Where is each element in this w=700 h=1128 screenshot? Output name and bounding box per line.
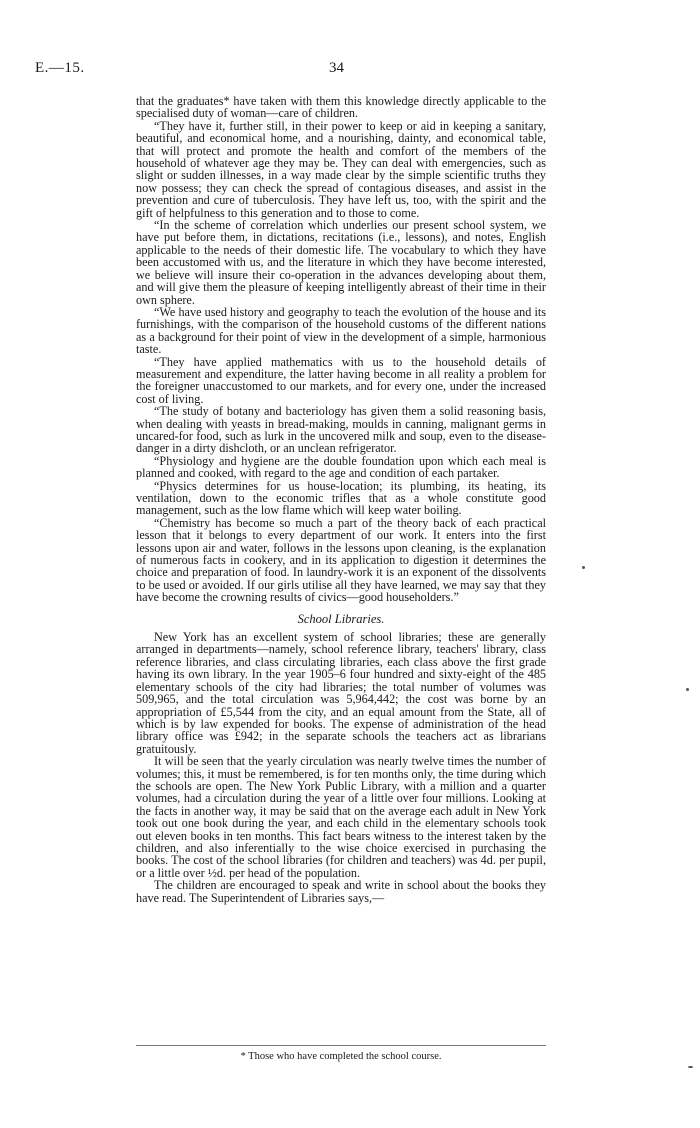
section-heading: School Libraries. <box>297 611 385 626</box>
footnote-divider <box>136 1045 546 1046</box>
footnote: * Those who have completed the school course. <box>240 1051 442 1062</box>
paragraph: “Physiology and hygiene are the double foundation upon which each meal is planned and cooked, with regard to the age and condition of each partaker. <box>136 453 546 481</box>
paragraph: “They have applied mathematics with us to the household details of measurement and expenditure, the latter having become in all reality a problem for the foreigner unaccustomed to our markets, and for every one, under the increased cost of living. <box>136 354 546 406</box>
paragraph: “The study of botany and bacteriology has given them a solid reasoning basis, when dealing with yeasts in bread-making, moulds in canning, malignant germs in uncared-for food, such as lurk in the uncovered milk and soup, even to the disease-danger in a dirty dishcloth, or an unclean refrigerator. <box>136 404 546 456</box>
scan-speck <box>688 1066 693 1068</box>
paragraph: The children are encouraged to speak and write in school about the books they have read. The Superintendent of Libraries says,— <box>136 878 546 905</box>
paragraph: New York has an excellent system of school libraries; these are generally arranged in departments—namely, school reference library, teachers' library, class reference libraries, and class circulating libraries, each class above the first grade having its own library. In the year 1905–6 four hundred and sixty-eight of the 485 elementary schools of the city had libraries; the total number of volumes was 509,965, and the total circulation was 5,964,442; the cost was borne by an appropriation of £5,544 from the city, and an equal amount from the State, all of which is by law expended for books. The expense of administration of the head library office was £942; in the separate schools the teachers act as librarians gratuitously. <box>136 630 546 756</box>
page-number: 34 <box>329 60 344 76</box>
paragraph: “They have it, further still, in their power to keep or aid in keeping a sanitary, beautiful, and economical home, and a nourishing, dainty, and economical table, that will protect and promote the health and comfort of the members of the household of whatever age they may be. They can deal with emergencies, such as slight or sudden illnesses, in a way made clear by the simple scientific truths they now possess; they can check the spread of contagious diseases, and assist in the prevention and cure of tuberculosis. They have left us, too, with the spirit and the gift of helpfulness to this generation and to those to come. <box>136 118 546 220</box>
scan-speck <box>582 566 585 569</box>
paragraph: It will be seen that the yearly circulation was nearly twelve times the number of volumes; this, it must be remembered, is for ten months only, the time during which the schools are open. The New York Public Library, with a million and a quarter volumes, had a circulation during the year of a little over four millions. Looking at the facts in another way, it may be said that on the average each adult in New York took out one book during the year, and each child in the elementary schools took out eleven books in ten months. This fact bears witness to the interest taken by the children, and also inferentially to the wise choice exercised in purchasing the books. The cost of the school libraries (for children and teachers) was 4d. per pupil, or a little over ½d. per head of the population. <box>136 754 546 880</box>
paragraph: “We have used history and geography to teach the evolution of the house and its furnishings, with the comparison of the household customs of the different nations as a background for their point of view in the development of a simple, harmonious taste. <box>136 304 546 357</box>
paragraph: “Physics determines for us house-location; its plumbing, its heating, its ventilation, down to the economic trifles that as a whole constitute good management, such as the low flame which will keep water boiling. <box>136 478 546 518</box>
scan-speck <box>686 688 689 691</box>
paragraph: “Chemistry has become so much a part of the theory back of each practical lesson that it belongs to every department of our work. It enters into the first lessons upon air and water, follows in the lessons upon cleaning, is the explanation of numerous facts in cookery, and in its application to digestion it determines the choice and preparation of food. In laundry-work it is an exponent of the dissolvents to be used or avoided. If our girls utilise all they have learned, we may say that they have become the crowning results of civics—good householders.” <box>136 515 546 605</box>
body-text <box>136 95 546 904</box>
document-reference: E.—15. <box>35 60 85 76</box>
paragraph: “In the scheme of correlation which underlies our present school system, we have put before them, in dictations, recitations (i.e., lessons), and notes, English applicable to the needs of their domestic life. The vocabulary to which they have been accustomed with us, and the literature in which they have become interested, we believe will insure their co-operation in the advances developing about them, and will give them the pleasure of keeping intelligently abreast of their time in their own sphere. <box>136 218 546 307</box>
paragraph: that the graduates* have taken with them this knowledge directly applicable to the specialised duty of woman—care of children. <box>136 94 546 121</box>
